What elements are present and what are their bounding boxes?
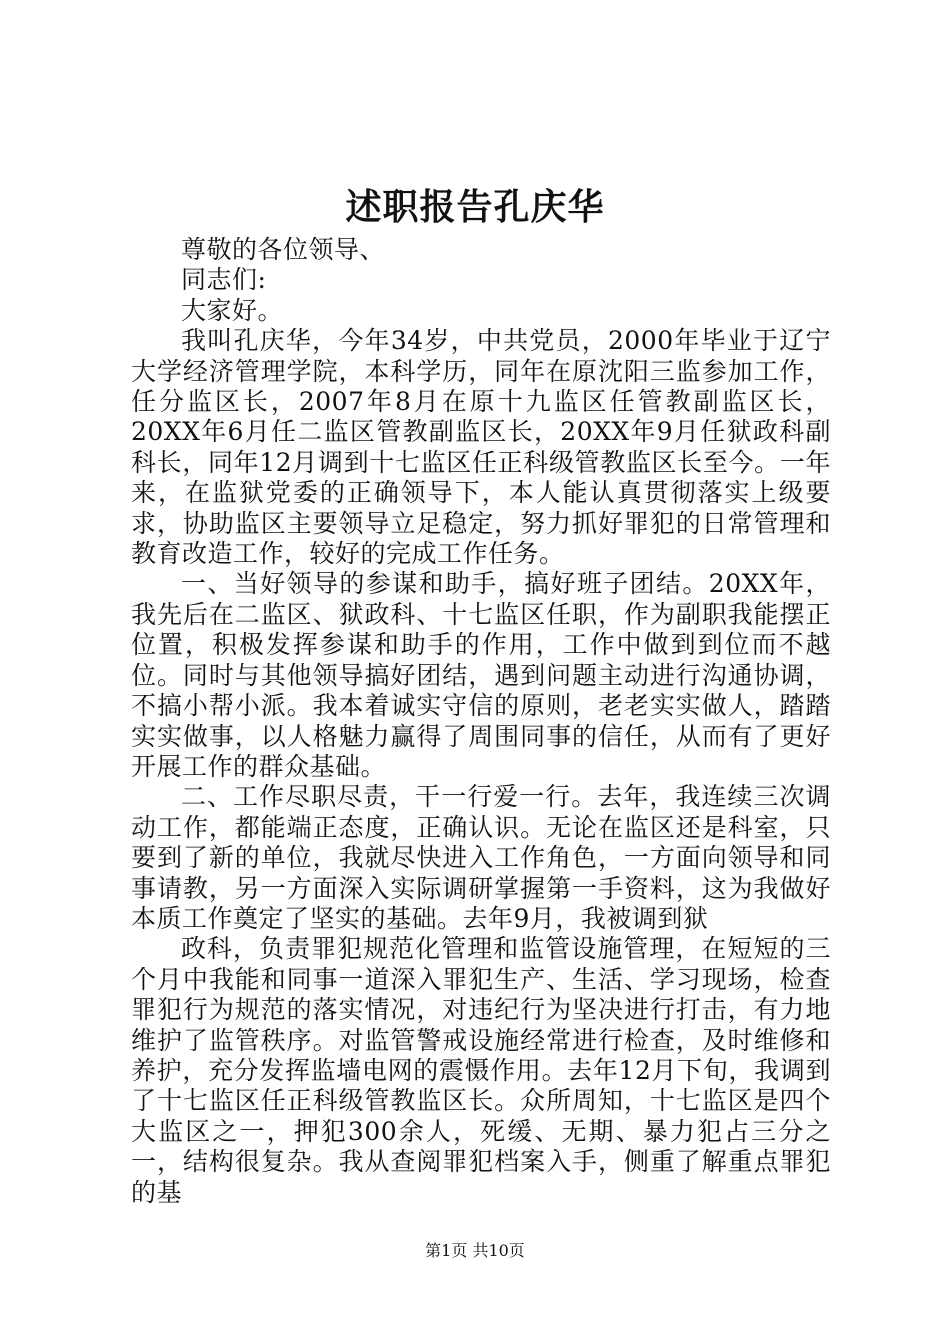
document-body	[131, 235, 831, 1208]
body-paragraph: 我叫孔庆华，今年34岁，中共党员，2000年毕业于辽宁大学经济管理学院，本科学历，同年在原沈阳三监参加工作，任分监区长，2007年8月在原十九监区任管教副监区长，20XX年6月任二监区管教副监区长，20XX年9月任狱政科副科长，同年12月调到十七监区任正科级管教监区长至今。一年来，在监狱党委的正确领导下，本人能认真贯彻落实上级要求，协助监区主要领导立足稳定，努力抓好罪犯的日常管理和教育改造工作，较好的完成工作任务。	[131, 326, 831, 569]
body-paragraph: 政科，负责罪犯规范化管理和监管设施管理，在短短的三个月中我能和同事一道深入罪犯生产、生活、学习现场，检查罪犯行为规范的落实情况，对违纪行为坚决进行打击，有力地维护了监管秩序。对监管警戒设施经常进行检查，及时维修和养护，充分发挥监墙电网的震慑作用。去年12月下旬，我调到了十七监区任正科级管教监区长。众所周知，十七监区是四个大监区之一，押犯300余人，死缓、无期、暴力犯占三分之一，结构很复杂。我从查阅罪犯档案入手，侧重了解重点罪犯的基	[131, 934, 831, 1207]
document-title: 述职报告孔庆华	[345, 186, 605, 228]
greeting-line: 尊敬的各位领导、	[181, 235, 386, 264]
page-footer: 第1页 共10页	[425, 1241, 525, 1260]
greeting-line: 大家好。	[181, 295, 284, 325]
body-paragraph: 一、当好领导的参谋和助手，搞好班子团结。20XX年，我先后在二监区、狱政科、十七监区任职，作为副职我能摆正位置，积极发挥参谋和助手的作用，工作中做到到位而不越位。同时与其他领导搞好团结，遇到问题主动进行沟通协调，不搞小帮小派。我本着诚实守信的原则，老老实实做人，踏踏实实做事，以人格魅力赢得了周围同事的信任，从而有了更好开展工作的群众基础。	[131, 569, 831, 781]
body-paragraph: 二、工作尽职尽责，干一行爱一行。去年，我连续三次调动工作，都能端正态度，正确认识。无论在监区还是科室，只要到了新的单位，我就尽快进入工作角色，一方面向领导和同事请教，另一方面深入实际调研掌握第一手资料，这为我做好本质工作奠定了坚实的基础。去年9月，我被调到狱	[131, 782, 831, 933]
greeting-line: 同志们:	[181, 265, 267, 295]
